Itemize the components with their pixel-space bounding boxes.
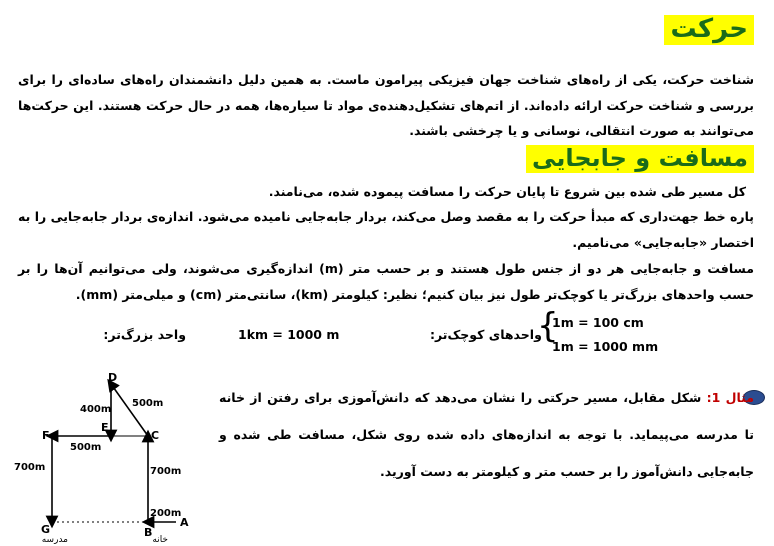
length-label-de: 400m xyxy=(80,404,112,415)
displacement-paragraph: پاره خط جهت‌داری که مبدأ حرکت را به مقصد وصل می‌کند، بردار جابه‌جایی نامیده می‌شود. اندازه‌ی بردار جابه‌جایی را به اختصار «جابه‌جایی» می‌نامیم. xyxy=(18,209,754,250)
length-label-fg: 700m xyxy=(14,462,46,473)
example-paragraph xyxy=(219,379,754,490)
point-label-g: G xyxy=(41,523,51,536)
length-label-cd: 500m xyxy=(132,398,164,409)
segment-cd xyxy=(111,384,148,436)
small-unit-label: واحدهای کوچک‌تر: xyxy=(430,327,542,342)
motion-paragraph: شناخت حرکت، یکی از راه‌های شناخت جهان فیزیکی پیرامون ماست. به همین دلیل دانشمندان راه‌های ساده‌ای را برای بررسی و شناخت حرکت ارائه داده‌اند. از اتم‌های تشکیل‌دهنده‌ی مواد تا سیاره‌ها، همه در حال حرکت هستند. این حرکت‌ها می‌توانند به صورت انتقالی، نوسانی و یا چرخشی باشند. xyxy=(18,72,754,138)
small-unit-value-1: 1m = 100 cm xyxy=(552,315,644,330)
point-label-c: C xyxy=(151,429,160,442)
section-title-motion: حرکت xyxy=(664,15,754,45)
path-figure xyxy=(8,370,208,546)
school-label: مدرسه xyxy=(41,535,68,545)
small-unit-value-2: 1m = 1000 mm xyxy=(552,339,659,354)
length-label-bc: 700m xyxy=(150,466,182,477)
point-label-b: B xyxy=(144,526,153,539)
distance-definition: کل مسیر طی شده بین شروع تا پایان حرکت را مسافت پیموده شده، می‌نامند. xyxy=(268,184,746,199)
big-unit-value: 1km = 1000 m xyxy=(238,327,340,342)
point-label-f: F xyxy=(42,429,50,442)
section-title-distance: مسافت و جابجایی xyxy=(526,145,754,173)
point-label-d: D xyxy=(108,371,118,384)
point-label-e: E xyxy=(101,421,109,434)
home-label: خانه xyxy=(152,535,168,545)
point-label-a: A xyxy=(180,516,189,529)
length-label-ef: 500m xyxy=(70,442,102,453)
example-label: مثال 1: xyxy=(706,390,754,405)
unit-brace: { xyxy=(537,306,559,346)
example-text: شکل مقابل، مسیر حرکتی را نشان می‌دهد که دانش‌آموزی برای رفتن از خانه تا مدرسه می‌پیماید. با توجه به اندازه‌های داده شده روی شکل، مسافت طی شده و جابه‌جایی دانش‌آموز را بر حسب متر و کیلومتر به دست آورید. xyxy=(219,390,754,479)
length-label-ab: 200m xyxy=(150,508,182,519)
units-paragraph: مسافت و جابه‌جایی هر دو از جنس طول هستند و بر حسب متر (m) اندازه‌گیری می‌شوند، ولی می‌توانیم آن‌ها را بر حسب واحدهای بزرگ‌تر یا کوچک‌تر طول نیز بیان کنیم؛ نظیر: کیلومتر (km)، سانتی‌متر (cm) و میلی‌متر (mm). xyxy=(18,261,754,302)
big-unit-label: واحد بزرگ‌تر: xyxy=(103,327,186,342)
